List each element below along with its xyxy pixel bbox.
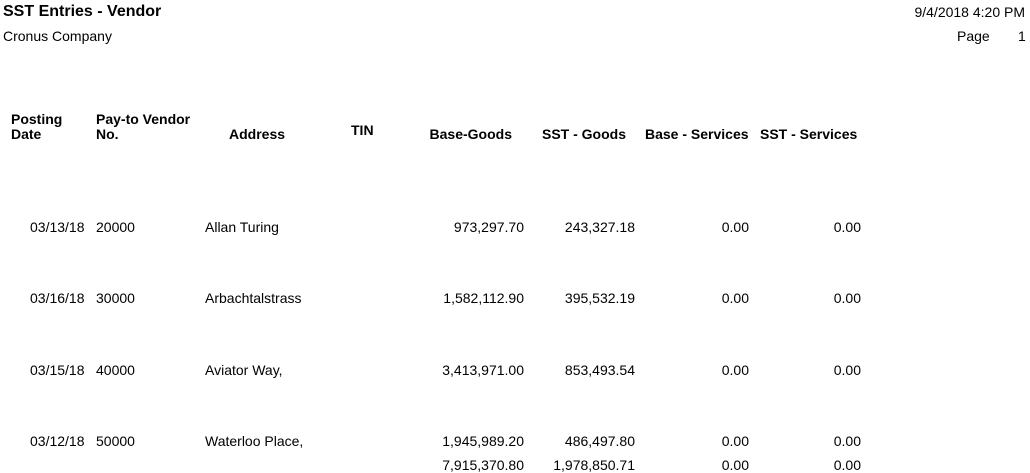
col-header-base-services: Base - Services [645,126,749,142]
row-1-base-goods: 973,297.70 [453,219,524,235]
total-base-services: 0.00 [721,457,749,473]
col-header-sst-services: SST - Services [760,126,858,142]
row-4-address: Waterloo Place, [205,433,304,449]
row-3-address: Aviator Way, [205,362,283,378]
report-title: SST Entries - Vendor [3,3,162,20]
row-2-sst-services: 0.00 [833,290,861,306]
col-header-tin: TIN [351,122,374,138]
total-base-goods: 7,915,370.80 [442,457,524,473]
row-2-sst-goods: 395,532.19 [564,290,635,306]
row-3-base-services: 0.00 [721,362,749,378]
row-3-base-goods: 3,413,971.00 [442,362,524,378]
row-2-address: Arbachtalstrass [205,290,302,306]
report-datetime: 9/4/2018 4:20 PM [914,4,1025,20]
row-2-vendor: 30000 [96,290,135,306]
row-3-sst-services: 0.00 [833,362,861,378]
row-2-base-goods: 1,582,112.90 [443,290,524,306]
row-1-sst-goods: 243,327.18 [564,219,635,235]
row-4-base-goods: 1,945,989.20 [442,433,524,449]
row-1-vendor: 20000 [96,219,135,235]
company-name: Cronus Company [3,28,112,44]
row-1-address: Allan Turing [205,219,279,235]
row-1-sst-services: 0.00 [833,219,861,235]
col-header-sst-goods: SST - Goods [542,126,626,142]
row-3-vendor: 40000 [96,362,135,378]
row-3-date: 03/15/18 [30,362,85,378]
col-header-posting-date: Posting Date [11,111,63,142]
row-2-base-services: 0.00 [721,290,749,306]
page-label: Page [957,28,990,44]
total-sst-goods: 1,978,850.71 [553,457,635,473]
row-4-vendor: 50000 [96,433,135,449]
col-header-vendor-no: Pay-to Vendor No. [96,111,191,142]
row-4-base-services: 0.00 [721,433,749,449]
row-3-sst-goods: 853,493.54 [564,362,635,378]
row-1-base-services: 0.00 [721,219,749,235]
row-2-date: 03/16/18 [30,290,85,306]
col-header-base-goods: Base-Goods [429,126,512,142]
row-4-date: 03/12/18 [30,433,85,449]
page-number: 1 [1018,28,1026,44]
row-1-date: 03/13/18 [30,219,85,235]
col-header-address: Address [229,126,286,142]
total-sst-services: 0.00 [833,457,861,473]
row-4-sst-goods: 486,497.80 [564,433,635,449]
row-4-sst-services: 0.00 [833,433,861,449]
